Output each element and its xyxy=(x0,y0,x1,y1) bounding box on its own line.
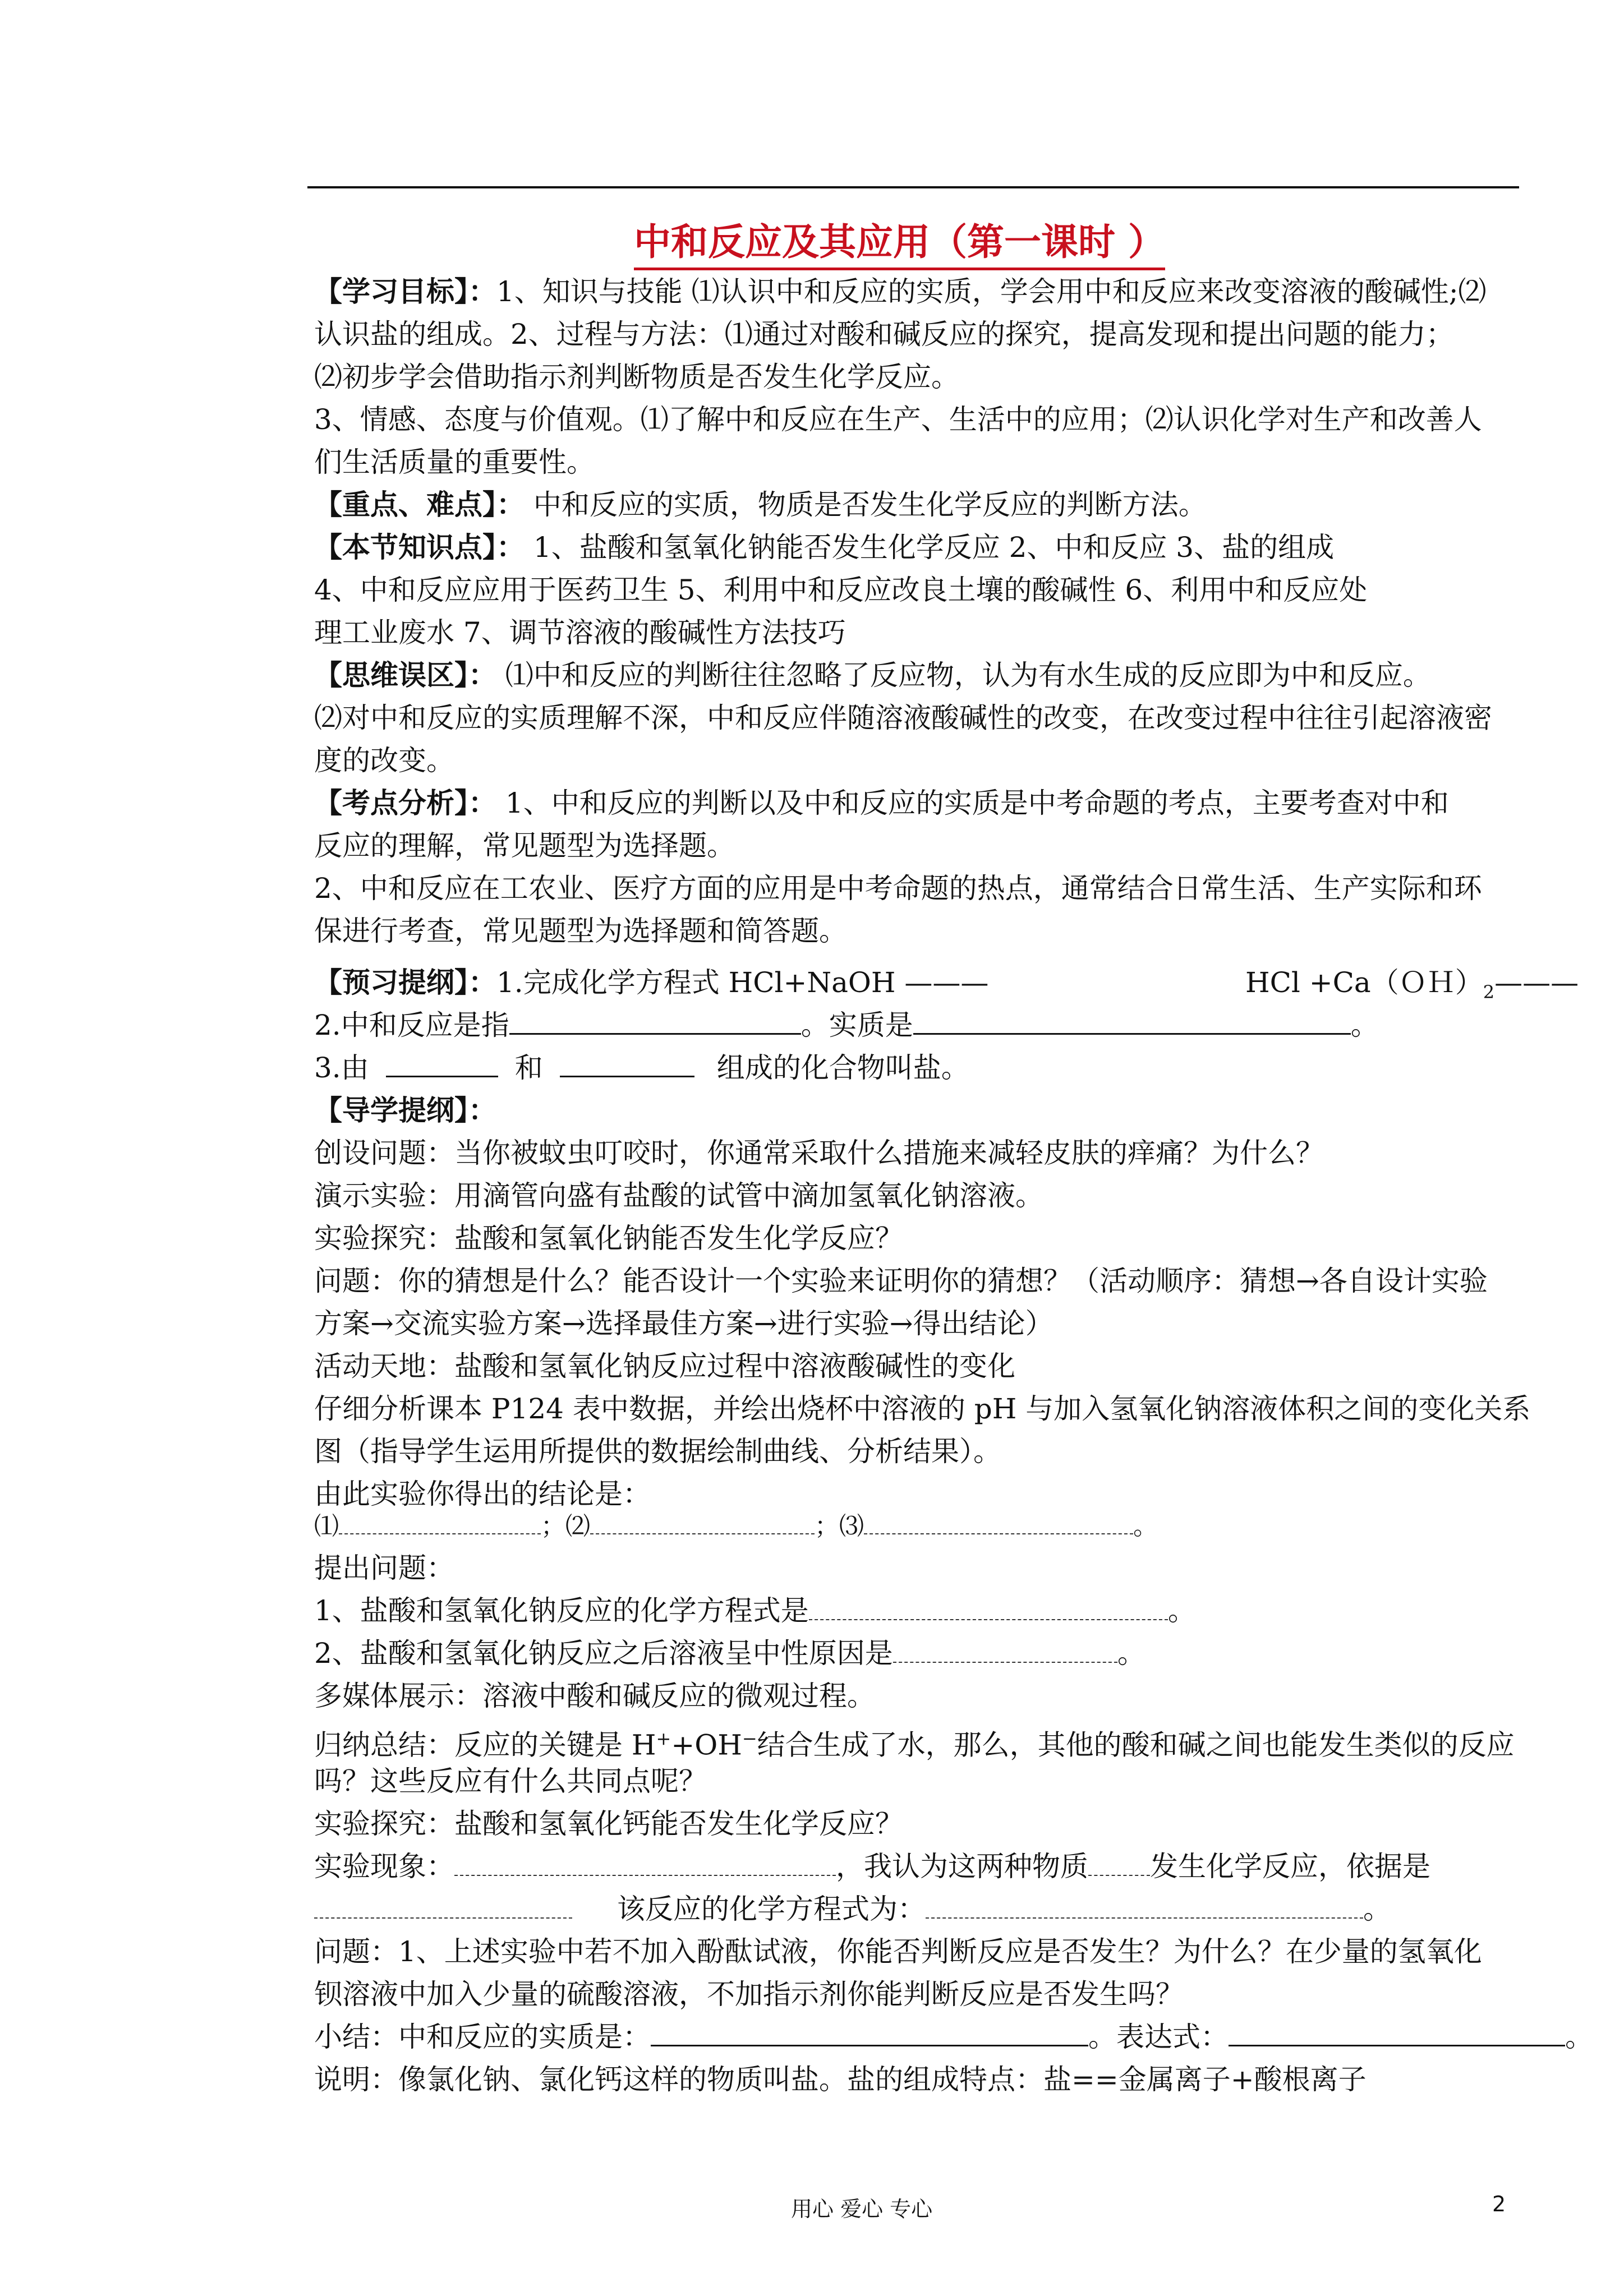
guide-line: 创设问题：当你被蚊虫叮咬时，你通常采取什么措施来减轻皮肤的痒痛？为什么？ xyxy=(314,1137,1324,1169)
preview-q1b-sub: 2 xyxy=(1483,981,1495,1003)
phenomenon-d: 该反应的化学方程式为： xyxy=(617,1893,926,1925)
blank-neutral-reason[interactable] xyxy=(893,1636,1117,1663)
guide-line: 演示实验：用滴管向盛有盐酸的试管中滴加氢氧化钠溶液。 xyxy=(314,1179,1043,1212)
intro-line xyxy=(314,743,454,778)
section-label: 【考点分析】： xyxy=(314,786,496,819)
conclusion-1-mark: ⑴ xyxy=(314,1512,339,1541)
preview-q1b-tail: ——— xyxy=(1494,966,1579,999)
question2-line: 问题：1、上述实验中若不加入酚酞试液，你能否判断反应是否发生？为什么？在少量的氢氧化 xyxy=(314,1935,1482,1968)
section-label: 【思维误区】： xyxy=(314,658,496,691)
phenomenon-a: 实验现象： xyxy=(314,1850,454,1883)
intro-line xyxy=(314,316,1454,352)
explore-line: 实验探究：盐酸和氢氧化钙能否发生化学反应？ xyxy=(314,1808,903,1840)
intro-text: 2、中和反应在工农业、医疗方面的应用是中考命题的热点，通常结合日常生活、生产实际和环 xyxy=(314,872,1482,905)
media-line: 多媒体展示：溶液中酸和碱反应的微观过程。 xyxy=(314,1680,875,1712)
blank-neutralization-def[interactable] xyxy=(509,1007,801,1035)
guide-line: 活动天地：盐酸和氢氧化钠反应过程中溶液酸碱性的变化 xyxy=(314,1350,1015,1382)
phenomenon-line-2 xyxy=(314,1891,1391,1927)
intro-line xyxy=(314,487,1207,523)
intro-line xyxy=(314,444,595,480)
preview-q2b: 。实质是 xyxy=(801,1009,913,1041)
conclusion-3-mark: ⑶ xyxy=(839,1512,864,1541)
summary-line-2: 吗？这些反应有什么共同点呢？ xyxy=(314,1765,707,1797)
summary-minus: − xyxy=(742,1728,757,1749)
brief-line xyxy=(314,2019,1593,2055)
blank-hcl-naoh-equation[interactable] xyxy=(809,1593,1168,1620)
intro-line xyxy=(314,572,1367,608)
preview-line-1b xyxy=(1245,965,1579,1010)
section-label: 【本节知识点】： xyxy=(314,531,525,564)
raise-q1-end: 。 xyxy=(1167,1594,1196,1627)
preview-q3a: 3.由 xyxy=(314,1052,369,1084)
guide-line: 图（指导学生运用所提供的数据绘制曲线、分析结果）。 xyxy=(314,1435,1001,1468)
brief-c: 。 xyxy=(1565,2021,1593,2053)
blank-expression[interactable] xyxy=(1229,2019,1565,2046)
conclusion-end: 。 xyxy=(1133,1512,1158,1541)
guide-line: 由此实验你得出的结论是： xyxy=(314,1478,651,1510)
intro-text: 理工业废水 7、调节溶液的酸碱性方法技巧 xyxy=(314,616,846,649)
preview-line-1 xyxy=(314,965,988,1001)
intro-line xyxy=(314,913,847,949)
blank-conclusion-3[interactable] xyxy=(864,1507,1133,1534)
brief-a: 小结：中和反应的实质是： xyxy=(314,2021,651,2053)
intro-line xyxy=(314,870,1482,906)
header-rule xyxy=(307,186,1519,188)
intro-text: 3、情感、态度与价值观。⑴了解中和反应在生产、生活中的应用；⑵认识化学对生产和改善人 xyxy=(314,403,1482,436)
guide-label: 【导学提纲】： xyxy=(314,1094,496,1127)
preview-label: 【预习提纲】： xyxy=(314,966,496,999)
intro-text: ⑴中和反应的判断往往忽略了反应物，认为有水生成的反应即为中和反应。 xyxy=(496,659,1431,691)
summary-line-1 xyxy=(314,1721,1515,1763)
blank-conclusion-1[interactable] xyxy=(339,1507,541,1534)
intro-text: 1、知识与技能 ⑴认识中和反应的实质，学会用中和反应来改变溶液的酸碱性;⑵ xyxy=(496,275,1487,308)
blank-salt-part-1[interactable] xyxy=(386,1050,498,1077)
conclusion-line xyxy=(314,1507,1158,1545)
summary-1a: 归纳总结：反应的关键是 H xyxy=(314,1728,656,1762)
phenomenon-e: 。 xyxy=(1363,1893,1391,1925)
note-line: 说明：像氯化钠、氯化钙这样的物质叫盐。盐的组成特点：盐==金属离子+酸根离子 xyxy=(314,2063,1367,2096)
blank-basis[interactable] xyxy=(314,1892,572,1919)
section-label: 【学习目标】： xyxy=(314,275,496,308)
intro-line xyxy=(314,274,1487,310)
preview-q1: 1.完成化学方程式 HCl+NaOH ——— xyxy=(496,966,989,999)
page-number: 2 xyxy=(1492,2192,1506,2216)
intro-text: 1、中和反应的判断以及中和反应的实质是中考命题的考点，主要考查对中和 xyxy=(496,787,1449,819)
blank-conclusion-2[interactable] xyxy=(590,1507,815,1534)
intro-line xyxy=(314,657,1431,693)
blank-phenomenon[interactable] xyxy=(454,1849,836,1876)
intro-text: ⑵初步学会借助指示剂判断物质是否发生化学反应。 xyxy=(314,361,959,393)
intro-text: 们生活质量的重要性。 xyxy=(314,446,595,478)
intro-text: 1、盐酸和氢氧化钠能否发生化学反应 2、中和反应 3、盐的组成 xyxy=(525,531,1335,564)
raise-line-2 xyxy=(314,1635,1145,1671)
intro-text: 度的改变。 xyxy=(314,744,454,777)
phenomenon-b: ，我认为这两种物质 xyxy=(836,1850,1088,1883)
intro-text: 中和反应的实质，物质是否发生化学反应的判断方法。 xyxy=(525,488,1207,521)
conclusion-sep-2: ； xyxy=(815,1512,839,1541)
summary-1b: +OH xyxy=(671,1728,742,1762)
preview-line-2 xyxy=(314,1007,1379,1043)
preview-q3c: 组成的化合物叫盐。 xyxy=(716,1052,969,1084)
intro-line xyxy=(314,785,1449,821)
guide-line: 问题：你的猜想是什么？能否设计一个实验来证明你的猜想？（活动顺序：猜想→各自设计实验 xyxy=(314,1265,1488,1297)
intro-text: 4、中和反应应用于医药卫生 5、利用中和反应改良土壤的酸碱性 6、利用中和反应处 xyxy=(314,574,1368,606)
intro-line xyxy=(314,700,1492,736)
phenomenon-line-1 xyxy=(314,1848,1430,1884)
question2-line: 钡溶液中加入少量的硫酸溶液，不加指示剂你能判断反应是否发生吗？ xyxy=(314,1978,1184,2011)
phenomenon-c: 发生化学反应，依据是 xyxy=(1150,1850,1430,1883)
blank-can-react[interactable] xyxy=(1088,1849,1150,1876)
blank-salt-part-2[interactable] xyxy=(560,1050,694,1077)
intro-text: ⑵对中和反应的实质理解不深，中和反应伴随溶液酸碱性的改变，在改变过程中往往引起溶液密 xyxy=(314,702,1492,734)
guide-line: 仔细分析课本 P124 表中数据，并绘出烧杯中溶液的 pH 与加入氢氧化钠溶液体积之间的变化关系 xyxy=(314,1393,1531,1425)
intro-line xyxy=(314,529,1334,565)
blank-neutralization-essence[interactable] xyxy=(913,1007,1351,1035)
intro-line xyxy=(314,359,959,395)
blank-ca-equation[interactable] xyxy=(926,1892,1363,1919)
guide-line: 方案→交流实验方案→选择最佳方案→进行实验→得出结论） xyxy=(314,1307,1053,1340)
preview-q2c: 。 xyxy=(1350,1009,1379,1041)
intro-text: 反应的理解，常见题型为选择题。 xyxy=(314,829,735,862)
preview-q3b: 和 xyxy=(514,1052,543,1084)
intro-line xyxy=(314,828,735,864)
guide-line: 实验探究：盐酸和氢氧化钠能否发生化学反应？ xyxy=(314,1222,903,1255)
section-label: 【重点、难点】： xyxy=(314,488,525,521)
preview-line-3 xyxy=(314,1050,969,1086)
raise-q1: 1、盐酸和氢氧化钠反应的化学方程式是 xyxy=(314,1594,809,1627)
blank-essence[interactable] xyxy=(651,2019,1088,2046)
raise-label: 提出问题： xyxy=(314,1552,454,1584)
intro-line xyxy=(314,402,1482,437)
raise-q2-end: 。 xyxy=(1117,1637,1145,1670)
intro-text: 认识盐的组成。2、过程与方法：⑴通过对酸和碱反应的探究，提高发现和提出问题的能力； xyxy=(314,318,1454,351)
footer-motto: 用心 爱心 专心 xyxy=(791,2197,933,2221)
intro-line xyxy=(314,615,846,651)
conclusion-sep-1: ； xyxy=(541,1512,565,1541)
preview-q1b: HCl +Ca（ＯＨ） xyxy=(1245,966,1483,999)
summary-plus: + xyxy=(656,1728,671,1749)
brief-b: 。表达式： xyxy=(1088,2021,1229,2053)
preview-q2a: 2.中和反应是指 xyxy=(314,1009,509,1041)
intro-text: 保进行考查，常见题型为选择题和简答题。 xyxy=(314,915,847,947)
raise-q2: 2、盐酸和氢氧化钠反应之后溶液呈中性原因是 xyxy=(314,1637,893,1670)
summary-1c: 结合生成了水，那么，其他的酸和碱之间也能发生类似的反应 xyxy=(757,1728,1515,1762)
raise-line-1 xyxy=(314,1593,1196,1629)
page-title: 中和反应及其应用（第一课时 ） xyxy=(634,212,1165,270)
conclusion-2-mark: ⑵ xyxy=(565,1512,590,1541)
